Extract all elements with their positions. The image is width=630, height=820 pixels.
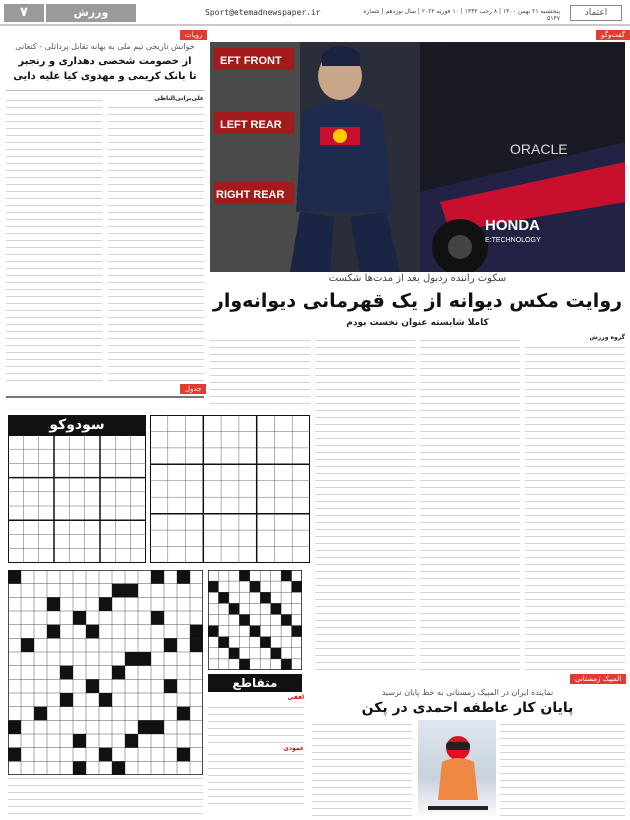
bottom-article-headline: پایان کار عاطفه احمدی در پکن	[361, 700, 574, 716]
crossword-black-cell	[99, 693, 112, 707]
sudoku-title: سودوکو	[8, 415, 146, 435]
crossword-black-cell	[292, 581, 302, 592]
bottom-article-column-2	[312, 720, 412, 816]
crossword-black-cell	[8, 748, 21, 762]
honda-logo-text: HONDA	[485, 217, 540, 234]
crossword-black-cell	[151, 611, 164, 625]
photo-illustration	[210, 42, 625, 272]
main-article-column-1	[525, 344, 625, 670]
sudoku-grid-2	[150, 415, 310, 563]
page-number: ۷	[4, 4, 44, 22]
main-article-column-4	[210, 334, 310, 404]
left-article-kicker: خوانش تاریخی تیم ملی به بهانه تقابل پرداتلی - کنعانی	[15, 42, 195, 51]
crossword-black-cell	[47, 597, 60, 611]
honda-subtext: E:TECHNOLOGY	[485, 237, 541, 244]
horizontal-clues-text	[208, 703, 304, 743]
left-article-author: علی‌برانی‌الناظی	[154, 95, 204, 102]
crossword-black-cell	[125, 652, 138, 666]
crossword-black-cell	[281, 614, 291, 625]
crossword-black-cell	[8, 570, 21, 584]
crossword-black-cell	[281, 570, 291, 581]
crossword-black-cell	[21, 638, 34, 652]
crossword-black-cell	[250, 581, 260, 592]
oracle-sponsor-text: ORACLE	[510, 141, 568, 157]
main-article-kicker: سکوت راننده ردبول بعد از مدت‌ها شکست	[328, 273, 507, 284]
crossword-black-cell	[73, 611, 86, 625]
crossword-black-cell	[112, 584, 125, 598]
crossword-black-cell	[218, 637, 228, 648]
sudoku-grid-1	[8, 435, 146, 563]
puzzle-tag: جدول	[180, 384, 206, 394]
crossword-grid-svg	[8, 570, 203, 775]
newspaper-logo: اعتماد	[570, 5, 622, 21]
max-verstappen-photo	[210, 42, 625, 272]
crossword-black-cell	[86, 625, 99, 639]
crossword-black-cell	[99, 597, 112, 611]
main-article-byline: گروه ورزش	[589, 334, 625, 341]
crossword-black-cell	[218, 592, 228, 603]
crossword-black-cell	[60, 693, 73, 707]
section-email[interactable]: Sport@etemadnewspaper.ir	[205, 8, 321, 17]
crossword-black-cell	[177, 707, 190, 721]
main-article-column-2	[420, 334, 520, 670]
sudoku-puzzle-2	[150, 415, 310, 563]
horizontal-clues-label: افقی	[287, 694, 304, 701]
vertical-clues-label: عمودی	[283, 745, 304, 752]
tyre-label-left-rear: LEFT REAR	[220, 119, 282, 131]
crossword-black-cell	[239, 659, 249, 670]
crossword-black-cell	[151, 720, 164, 734]
crossword-black-cell	[239, 614, 249, 625]
crossword-black-cell	[177, 570, 190, 584]
sudoku-puzzle-1	[8, 415, 146, 563]
crossword-grid	[8, 570, 203, 775]
tyre-label-front: EFT FRONT	[220, 55, 282, 67]
main-article-headline: روایت مکس دیوانه از یک قهرمانی دیوانه‌وار	[212, 290, 623, 312]
crossword-black-cell	[125, 584, 138, 598]
bottom-article-column-1	[500, 720, 625, 816]
crossword-black-cell	[271, 648, 281, 659]
tyre-label-right-rear: RIGHT REAR	[216, 189, 285, 201]
left-article-column-2	[108, 105, 204, 381]
crossword-black-cell	[138, 720, 151, 734]
crossword-black-cell	[164, 638, 177, 652]
crossword-black-cell	[73, 734, 86, 748]
crossword-black-cell	[112, 666, 125, 680]
crossword-black-cell	[208, 581, 218, 592]
crossword-black-cell	[112, 761, 125, 775]
crossword-clues	[208, 694, 304, 804]
crossword-title: متقاطع	[208, 674, 302, 692]
main-article-deck: کاملا شایسته عنوان نخست بودم	[346, 318, 489, 328]
crossword-black-cell	[229, 648, 239, 659]
crossword-black-cell	[60, 666, 73, 680]
main-article-tag: گفت‌وگو	[596, 30, 630, 40]
dateline: پنجشنبه ۲۱ بهمن ۱۴۰۰ | ۸ رجب ۱۴۴۳ | ۱۰ فوریه ۲۰۲۲ | سال نوزدهم | شماره ۵۱۴۷	[363, 8, 560, 22]
crossword-black-cell	[99, 748, 112, 762]
crossword-black-cell	[208, 626, 218, 637]
skier-illustration	[418, 720, 496, 816]
crossword-black-cell	[250, 626, 260, 637]
crossword-black-cell	[8, 720, 21, 734]
bottom-article-kicker: نماینده ایران در المپیک زمستانی به خط پایان نرسید	[381, 688, 554, 697]
crossword-black-cell	[271, 603, 281, 614]
crossword-black-cell	[34, 707, 47, 721]
crossword-black-cell	[47, 625, 60, 639]
crossword-black-cell	[260, 637, 270, 648]
mini-crossword	[208, 570, 302, 690]
vertical-clues-text	[208, 754, 304, 804]
puzzle-divider	[6, 396, 204, 398]
left-article-column-1	[6, 95, 102, 381]
skier-photo	[418, 720, 496, 816]
crossword-black-cell	[260, 592, 270, 603]
crossword-black-cell	[292, 626, 302, 637]
olympic-tag: المپیک زمستانی	[570, 674, 626, 684]
mini-crossword-grid	[208, 570, 302, 670]
crossword-black-cell	[151, 570, 164, 584]
crossword-black-cell	[190, 638, 203, 652]
section-label: ورزش	[46, 4, 136, 22]
crossword-black-cell	[164, 679, 177, 693]
left-article-body	[6, 90, 204, 380]
crossword-extra-clues	[8, 778, 203, 814]
crossword-black-cell	[86, 679, 99, 693]
crossword-black-cell	[239, 570, 249, 581]
main-article-column-3	[315, 334, 415, 670]
crossword-black-cell	[190, 625, 203, 639]
left-article-tag: رویات	[180, 30, 207, 40]
crossword-black-cell	[125, 734, 138, 748]
left-article-headline-1: از خصومت شخصی دهداری و رنجبر	[18, 56, 192, 67]
masthead-bar	[0, 0, 630, 26]
crossword-black-cell	[73, 761, 86, 775]
left-article-headline-2: تا بانک کریمی و مهدوی کیا علیه دایی	[13, 71, 197, 82]
crossword-black-cell	[281, 659, 291, 670]
crossword-black-cell	[177, 748, 190, 762]
crossword-black-cell	[229, 603, 239, 614]
crossword-black-cell	[138, 652, 151, 666]
